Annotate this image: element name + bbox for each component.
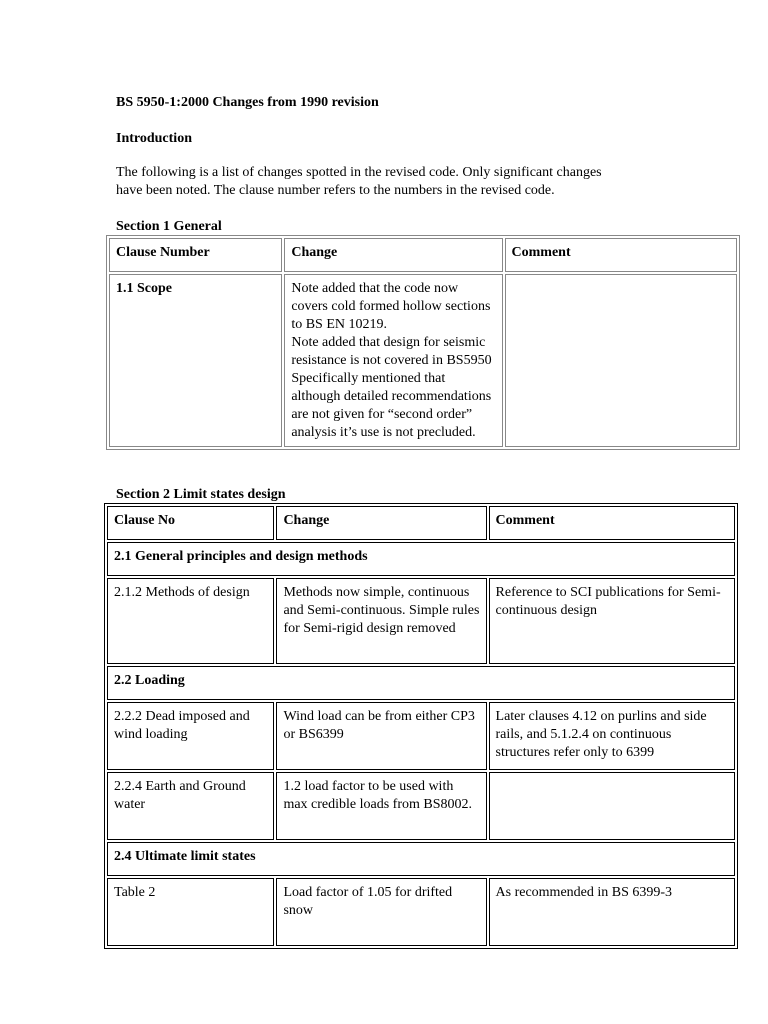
clause-cell: 1.1 Scope <box>109 274 282 447</box>
table-row <box>107 702 735 770</box>
section-1-table <box>106 235 740 450</box>
group-row <box>107 842 735 876</box>
clause-cell: 2.1.2 Methods of design <box>107 578 274 664</box>
header-clause-number: Clause Number <box>109 238 282 272</box>
table-row <box>109 274 737 447</box>
comment-cell <box>505 274 737 447</box>
clause-cell: Table 2 <box>107 878 274 946</box>
header-change: Change <box>276 506 486 540</box>
comment-cell: Later clauses 4.12 on purlins and side rails, and 5.1.2.4 on continuous structures refer only to 6399 <box>489 702 735 770</box>
group-title: 2.1 General principles and design methods <box>107 542 735 576</box>
group-row <box>107 542 735 576</box>
comment-cell <box>489 772 735 840</box>
document-title: BS 5950-1:2000 Changes from 1990 revision <box>116 95 379 110</box>
table-header-row <box>109 238 737 272</box>
table-row <box>107 878 735 946</box>
header-change: Change <box>284 238 502 272</box>
intro-heading: Introduction <box>116 131 192 146</box>
change-cell: 1.2 load factor to be used with max credible loads from BS8002. <box>276 772 486 840</box>
header-clause-no: Clause No <box>107 506 274 540</box>
change-line: Specifically mentioned that although detailed recommendations are not given for “second order” analysis it’s use is not precluded. <box>291 371 492 440</box>
section-1-heading: Section 1 General <box>116 219 222 234</box>
table-header-row <box>107 506 735 540</box>
clause-cell: 2.2.4 Earth and Ground water <box>107 772 274 840</box>
group-title: 2.2 Loading <box>107 666 735 700</box>
change-cell <box>284 274 502 447</box>
section-2-table <box>104 503 738 949</box>
change-cell: Wind load can be from either CP3 or BS6399 <box>276 702 486 770</box>
comment-cell: As recommended in BS 6399-3 <box>489 878 735 946</box>
section-2-heading: Section 2 Limit states design <box>116 487 286 502</box>
intro-paragraph: The following is a list of changes spotted in the revised code. Only significant changes have been noted. The clause number refers to the numbers in the revised code. <box>116 165 602 198</box>
clause-cell: 2.2.2 Dead imposed and wind loading <box>107 702 274 770</box>
change-line: Note added that design for seismic resistance is not covered in BS5950 <box>291 335 492 368</box>
change-cell: Methods now simple, continuous and Semi-continuous. Simple rules for Semi-rigid design removed <box>276 578 486 664</box>
change-cell: Load factor of 1.05 for drifted snow <box>276 878 486 946</box>
table-row <box>107 772 735 840</box>
table-row <box>107 578 735 664</box>
group-title: 2.4 Ultimate limit states <box>107 842 735 876</box>
header-comment: Comment <box>505 238 737 272</box>
change-line: Note added that the code now covers cold formed hollow sections to BS EN 10219. <box>291 281 491 332</box>
group-row <box>107 666 735 700</box>
comment-cell: Reference to SCI publications for Semi-continuous design <box>489 578 735 664</box>
header-comment: Comment <box>489 506 735 540</box>
